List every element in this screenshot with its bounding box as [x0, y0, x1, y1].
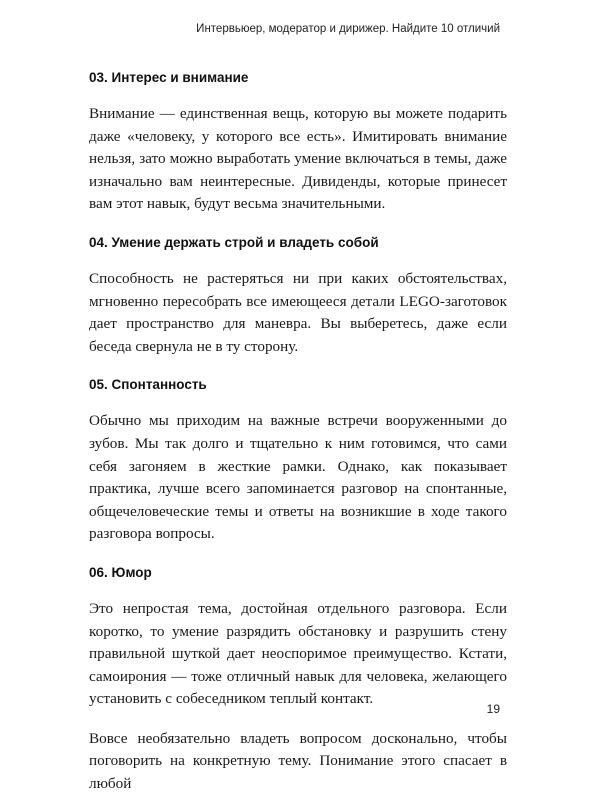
page-content	[89, 68, 507, 796]
section-paragraph: Это непростая тема, достойная отдельного разговора. Если коротко, то умение разрядить обстановку и разрушить стену правильной шуткой дает неоспоримое преимущество. Кстати, самоирония — тоже отличный навык для человека, желающего установить с собеседником теплый контакт.	[89, 599, 507, 708]
section-spontaneity	[89, 375, 507, 546]
section-paragraph: Обычно мы приходим на важные встречи вооруженными до зубов. Мы так долго и тщательно к ним готовимся, что сами себя загоняем в жесткие рамки. Однако, как показывает практика, лучше всего запоминается разговор на спонтанные, общечеловеческие темы и ответы на возникшие в ходе такого разговора вопросы.	[89, 412, 507, 543]
page-number: 19	[486, 702, 500, 716]
section-heading: 06. Юмор	[89, 564, 152, 580]
section-interest-attention	[89, 68, 507, 216]
section-humor	[89, 563, 507, 711]
section-paragraph: Способность не растеряться ни при каких обстоятельствах, мгновенно пересобрать все имеющееся детали LEGO-заготовок дает пространство для маневра. Вы выберетесь, даже если беседа свернула не в ту сторону.	[89, 269, 507, 355]
section-heading: 04. Умение держать строй и владеть собой	[89, 234, 379, 250]
closing-paragraph: Вовсе необязательно владеть вопросом досконально, чтобы поговорить на конкретную тему. Понимание этого спасает в любой	[89, 729, 507, 793]
running-header: Интервьюер, модератор и дирижер. Найдите 10 отличий	[196, 23, 500, 35]
section-heading: 05. Спонтанность	[89, 377, 207, 393]
section-heading: 03. Интерес и внимание	[89, 70, 249, 85]
section-paragraph: Внимание — единственная вещь, которую вы можете подарить даже «человеку, у которого все есть». Имитировать внимание нельзя, зато можно выработать умение включаться в темы, даже изначально вам неинтересные. Дивиденды, которые принесет вам этот навык, будут весьма значительными.	[89, 105, 507, 213]
section-self-control	[89, 233, 507, 358]
